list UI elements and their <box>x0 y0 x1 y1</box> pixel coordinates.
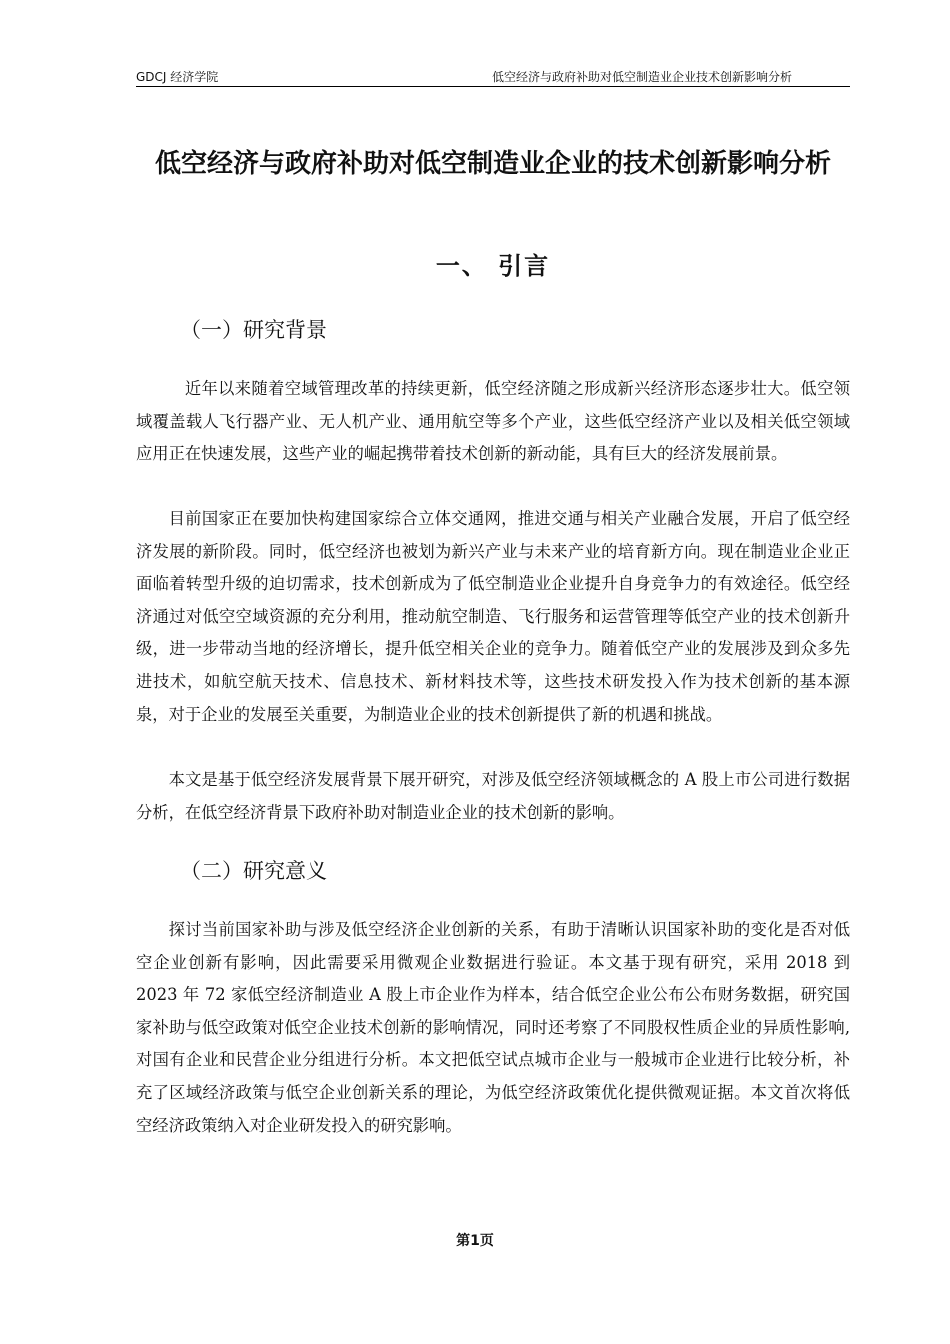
paragraph-1: 近年以来随着空域管理改革的持续更新，低空经济随之形成新兴经济形态逐步壮大。低空领域覆盖载人飞行器产业、无人机产业、通用航空等多个产业，这些低空经济产业以及相关低空领域应用正在快速发展，这些产业的崛起携带着技术创新的新动能，具有巨大的经济发展前景。 <box>136 379 850 464</box>
document-title: 低空经济与政府补助对低空制造业企业的技术创新影响分析 <box>154 149 831 179</box>
subsection-heading-background: （一）研究背景 <box>180 318 327 342</box>
paragraph-2: 目前国家正在要加快构建国家综合立体交通网，推进交通与相关产业融合发展，开启了低空经济发展的新阶段。同时，低空经济也被划为新兴产业与未来产业的培育新方向。现在制造业企业正面临着转型升级的迫切需求，技术创新成为了低空制造业企业提升自身竞争力的有效途径。低空经济通过对低空空域资源的充分利用，推动航空制造、飞行服务和运营管理等低空产业的技术创新升级，进一步带动当地的经济增长，提升低空相关企业的竞争力。随着低空产业的发展涉及到众多先进技术，如航空航天技术、信息技术、新材料技术等，这些技术研发投入作为技术创新的基本源泉，对于企业的发展至关重要，为制造业企业的技术创新提供了新的机遇和挑战。 <box>136 509 850 724</box>
subsection-heading-significance: （二）研究意义 <box>180 859 327 883</box>
header-right-text: 低空经济与政府补助对低空制造业企业技术创新影响分析 <box>491 70 792 84</box>
paragraph-3: 本文是基于低空经济发展背景下展开研究，对涉及低空经济领域概念的 A 股上市公司进行数据分析，在低空经济背景下政府补助对制造业企业的技术创新的影响。 <box>136 770 850 822</box>
section-heading-introduction: 一、 引言 <box>435 252 551 280</box>
paragraph-4: 探讨当前国家补助与涉及低空经济企业创新的关系，有助于清晰认识国家补助的变化是否对低空企业创新有影响，因此需要采用微观企业数据进行验证。本文基于现有研究，采用 2018 到 2023 年 72 家低空经济制造业 A 股上市企业作为样本，结合低空企业公布公布财务数据，研究国家补助与低空政策对低空企业技术创新的影响情况，同时还考察了不同股权性质企业的异质性影响,对国有企业和民营企业分组进行分析。本文把低空试点城市企业与一般城市企业进行比较分析，补充了区域经济政策与低空企业创新关系的理论，为低空经济政策优化提供微观证据。本文首次将低空经济政策纳入对企业研发投入的研究影响。 <box>136 920 850 1135</box>
header-left-text: GDCJ 经济学院 <box>136 70 219 84</box>
page-header <box>136 66 850 87</box>
page-number: 第1页 <box>456 1233 494 1249</box>
